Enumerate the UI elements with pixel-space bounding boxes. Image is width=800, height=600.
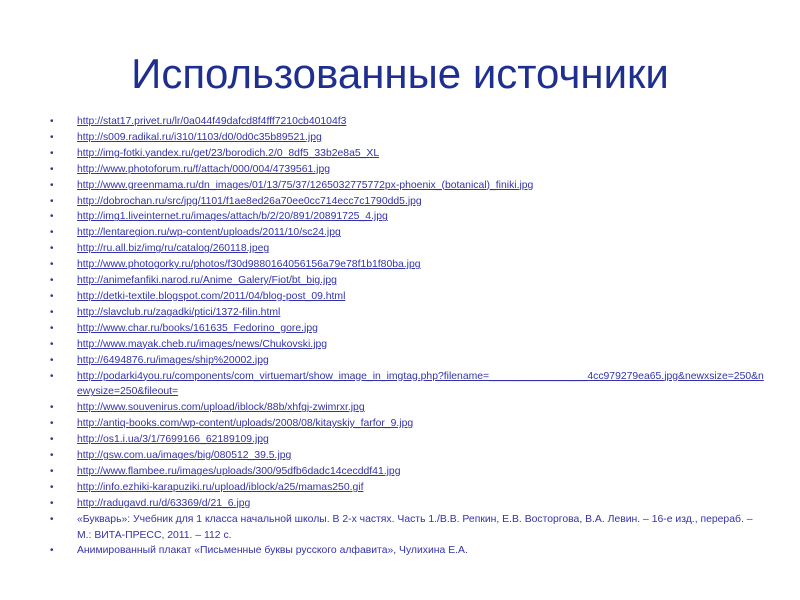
- source-text: «Букварь»: Учебник для 1 класса начальной школы. В 2-х частях. Часть 1./В.В. Репкин, Е.В. Восторгова, В.А. Левин. – 16-е изд., перераб. – М.: ВИТА-ПРЕСС, 2011. – 112 с.: [77, 513, 753, 541]
- source-link[interactable]: http://podarki4you.ru/components/com_virtuemart/show_image_in_imgtag.php?filename=_________________4cc979279ea65.jpg&newxsize=250&newysize=250&fileout=: [77, 370, 764, 398]
- source-item: [50, 225, 765, 241]
- source-item: [50, 369, 765, 401]
- bullet-icon: •: [50, 163, 54, 175]
- bullet-icon: •: [50, 179, 54, 191]
- bullet-icon: •: [50, 513, 54, 525]
- source-item: [50, 416, 765, 432]
- source-link[interactable]: http://www.char.ru/books/161635_Fedorino_gore.jpg: [77, 322, 318, 334]
- bullet-icon: •: [50, 131, 54, 143]
- sources-list: [50, 114, 765, 559]
- source-link[interactable]: http://www.photogorky.ru/photos/f30d9880164056156a79e78f1b1f80ba.jpg: [77, 259, 421, 271]
- source-link[interactable]: http://www.mayak.cheb.ru/images/news/Chukovski.jpg: [77, 338, 328, 350]
- source-link[interactable]: http://ru.all.biz/img/ru/catalog/260118.jpeg: [77, 243, 270, 255]
- bullet-icon: •: [50, 211, 54, 223]
- source-link[interactable]: http://www.souvenirus.com/upload/iblock/88b/xhfgj-zwimrxr.jpg: [77, 402, 365, 414]
- source-link[interactable]: http://www.photoforum.ru/f/attach/000/004/4739561.jpg: [77, 163, 331, 175]
- source-item: [50, 146, 765, 162]
- source-item: [50, 448, 765, 464]
- bullet-icon: •: [50, 116, 54, 127]
- bullet-icon: •: [50, 545, 54, 557]
- source-item: [50, 432, 765, 448]
- bullet-icon: •: [50, 402, 54, 414]
- slide-title: Использованные источники: [131, 50, 669, 97]
- source-text-item: [50, 512, 765, 544]
- bullet-icon: •: [50, 465, 54, 477]
- source-link[interactable]: http://slavclub.ru/zagadki/ptici/1372-filin.html: [77, 306, 281, 318]
- source-item: [50, 130, 765, 146]
- source-item: [50, 241, 765, 257]
- source-item: [50, 305, 765, 321]
- source-link[interactable]: http://antiq-books.com/wp-content/uploads/2008/08/kitayskiy_farfor_9.jpg: [77, 418, 414, 430]
- bullet-icon: •: [50, 497, 54, 509]
- source-link[interactable]: http://lentaregion.ru/wp-content/uploads/2011/10/sc24.jpg: [77, 227, 341, 239]
- source-link[interactable]: http://www.flambee.ru/images/uploads/300/95dfb6dadc14cecddf41.jpg: [77, 465, 401, 477]
- bullet-icon: •: [50, 306, 54, 318]
- source-link[interactable]: http://s009.radikal.ru/i310/1103/d0/0d0c35b89521.jpg: [77, 131, 322, 143]
- source-link[interactable]: http://animefanfiki.narod.ru/Anime_Galery/Fiot/bt_big.jpg: [77, 275, 337, 287]
- bullet-icon: •: [50, 434, 54, 446]
- source-link[interactable]: http://www.greenmama.ru/dn_images/01/13/75/37/1265032775772px-phoenix_(botanical)_finiki.jpg: [77, 179, 534, 191]
- source-text: Анимированный плакат «Письменные буквы русского алфавита», Чулихина Е.А.: [77, 545, 468, 557]
- source-text-item: [50, 543, 765, 559]
- source-item: [50, 209, 765, 225]
- source-item: [50, 114, 765, 130]
- source-item: [50, 480, 765, 496]
- source-item: [50, 321, 765, 337]
- source-link[interactable]: http://6494876.ru/images/ship%20002.jpg: [77, 354, 269, 366]
- source-link[interactable]: http://detki-textile.blogspot.com/2011/04/blog-post_09.html: [77, 290, 346, 302]
- bullet-icon: •: [50, 259, 54, 271]
- bullet-icon: •: [50, 450, 54, 462]
- source-item: [50, 464, 765, 480]
- bullet-icon: •: [50, 354, 54, 366]
- bullet-icon: •: [50, 243, 54, 255]
- source-item: [50, 496, 765, 512]
- source-item: [50, 289, 765, 305]
- bullet-icon: •: [50, 147, 54, 159]
- source-link[interactable]: http://img1.liveinternet.ru/images/attach/b/2/20/891/20891725_4.jpg: [77, 211, 388, 223]
- source-link[interactable]: http://info.ezhiki-karapuziki.ru/upload/iblock/a25/mamas250.gif: [77, 481, 364, 493]
- bullet-icon: •: [50, 322, 54, 334]
- bullet-icon: •: [50, 481, 54, 493]
- source-item: [50, 162, 765, 178]
- bullet-icon: •: [50, 227, 54, 239]
- source-link[interactable]: http://os1.i.ua/3/1/7699166_62189109.jpg: [77, 434, 269, 446]
- bullet-icon: •: [50, 418, 54, 430]
- source-item: [50, 337, 765, 353]
- bullet-icon: •: [50, 275, 54, 287]
- bullet-icon: •: [50, 195, 54, 207]
- source-link[interactable]: http://gsw.com.ua/images/big/080512_39.5.jpg: [77, 450, 292, 462]
- bullet-icon: •: [50, 338, 54, 350]
- source-item: [50, 353, 765, 369]
- source-link[interactable]: http://radugavd.ru/d/63369/d/21_6.jpg: [77, 497, 251, 509]
- source-link[interactable]: http://dobrochan.ru/src/jpg/1101/f1ae8ed26a70ee0cc714ecc7c1790dd5.jpg: [77, 195, 422, 207]
- source-link[interactable]: http://img-fotki.yandex.ru/get/23/borodich.2/0_8df5_33b2e8a5_XL: [77, 147, 380, 159]
- source-item: [50, 178, 765, 194]
- bullet-icon: •: [50, 290, 54, 302]
- source-item: [50, 273, 765, 289]
- bullet-icon: •: [50, 370, 54, 382]
- source-item: [50, 257, 765, 273]
- source-item: [50, 194, 765, 210]
- source-item: [50, 400, 765, 416]
- source-link[interactable]: http://stat17.privet.ru/lr/0a044f49dafcd8f4fff7210cb40104f3: [77, 116, 347, 127]
